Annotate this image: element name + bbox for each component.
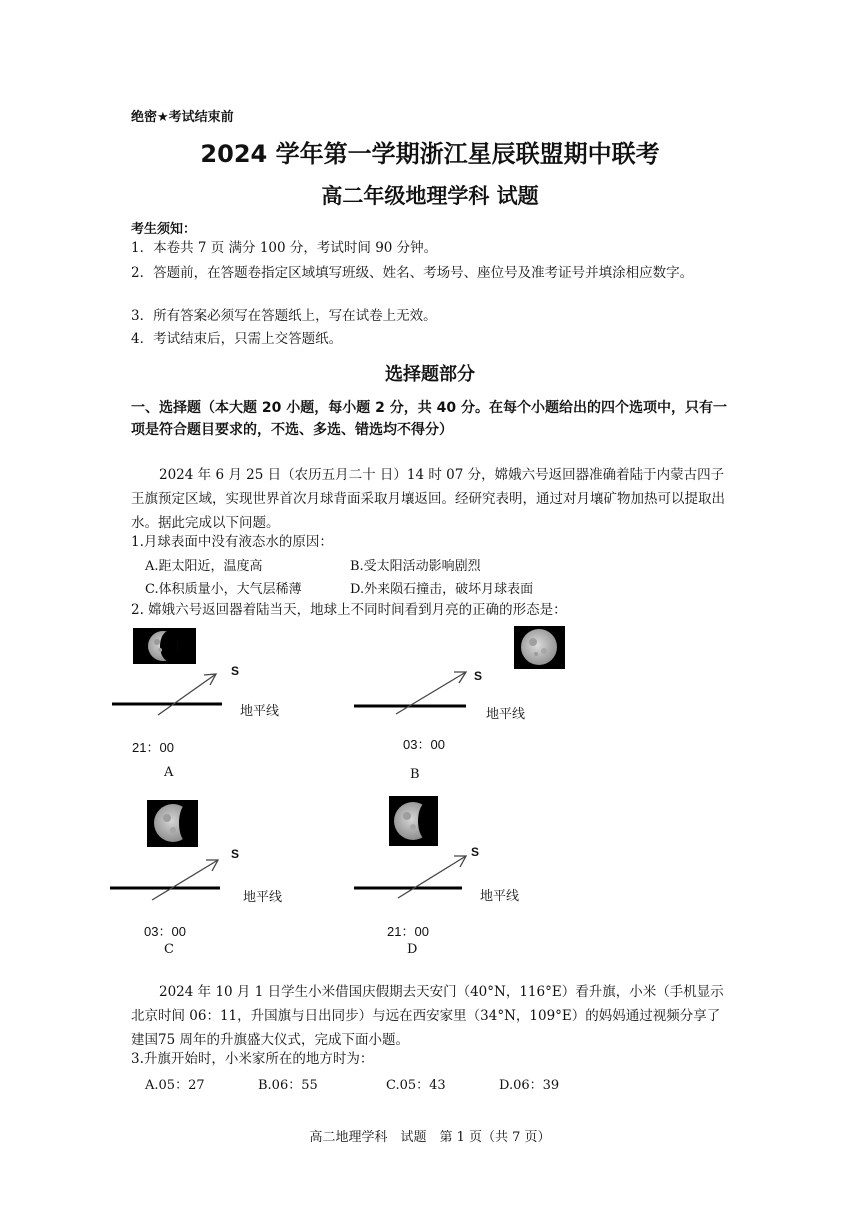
exam-subtitle: 高二年级地理学科 试题	[321, 184, 539, 208]
horizon-label-d: 地平线	[480, 889, 520, 904]
moon-photo-c	[147, 800, 198, 847]
q3-option-d: D.06：39	[499, 1078, 560, 1093]
question-3-stem: 3.升旗开始时，小米家所在的地方时为：	[131, 1051, 374, 1067]
q1-option-c: C.体积质量小，大气层稀薄	[145, 582, 302, 597]
q1-option-b: B.受太阳活动影响剧烈	[350, 559, 481, 574]
confidential-label: 绝密★考试结束前	[131, 110, 234, 125]
time-label-c: 03：00	[144, 924, 186, 939]
figure-letter-c: C	[164, 942, 174, 957]
time-label-a: 21：00	[132, 740, 174, 755]
time-label-d: 21：00	[387, 924, 429, 939]
notice-item: 3．所有答案必须写在答题纸上，写在试卷上无效。	[131, 308, 437, 324]
figure-letter-a: A	[164, 765, 174, 780]
page-footer: 高二地理学科 试题 第 1 页（共 7 页）	[309, 1130, 551, 1145]
horizon-label-a: 地平线	[240, 704, 280, 719]
time-label-b: 03：00	[403, 737, 445, 752]
q3-option-b: B.06：55	[258, 1078, 318, 1093]
notice-heading: 考生须知：	[131, 222, 197, 237]
passage-2: 2024 年 10 月 1 日学生小米借国庆假期去天安门（40°N，116°E）看升旗，小米（手机显示北京时间 06：11，升国旗与日出同步）与远在西安家里（34°N，109°E）的妈妈通过视频分享了建国75 周年的升旗盛大仪式，完成下面小题。	[131, 984, 724, 1048]
horizon-label-b: 地平线	[486, 707, 526, 722]
question-2-stem: 2. 嫦娥六号返回器着陆当天，地球上不同时间看到月亮的正确的形态是：	[131, 602, 567, 618]
notice-item: 1．本卷共 7 页 满分 100 分，考试时间 90 分钟。	[131, 240, 438, 256]
section-instructions: 一、选择题（本大题 20 小题，每小题 2 分，共 40 分。在每个小题给出的四个选项中，只有一项是符合题目要求的，不选、多选、错选均不得分）	[131, 400, 727, 438]
direction-label-c: S	[231, 847, 240, 861]
exam-title: 2024 学年第一学期浙江星辰联盟期中联考	[200, 140, 660, 168]
direction-label-a: S	[231, 664, 240, 678]
q3-option-a: A.05：27	[145, 1078, 205, 1093]
moon-photo-d	[389, 796, 438, 846]
figure-letter-d: D	[407, 942, 418, 957]
figure-b-diagram	[350, 660, 483, 720]
passage-1: 2024 年 6 月 25 日（农历五月二十 日）14 时 07 分，嫦娥六号返回器准确着陆于内蒙古四子王旗预定区域，实现世界首次月球背面采取月壤返回。经研究表明，通过对月壤矿物加热可以提取出水。据此完成以下问题。	[131, 467, 725, 531]
direction-label-d: S	[471, 845, 480, 859]
notice-item: 2．答题前，在答题卷指定区域填写班级、姓名、考场号、座位号及准考证号并填涂相应数字。	[131, 265, 694, 281]
moon-photo-a	[133, 628, 196, 664]
moon-photo-b	[514, 626, 565, 669]
figure-a-diagram	[108, 660, 238, 720]
notice-item: 4．考试结束后，只需上交答题纸。	[131, 331, 343, 347]
q3-option-c: C.05：43	[386, 1078, 446, 1093]
horizon-label-c: 地平线	[243, 890, 283, 905]
figure-d-diagram	[350, 842, 480, 902]
question-1-stem: 1.月球表面中没有液态水的原因：	[131, 534, 333, 550]
q1-option-d: D.外来陨石撞击，破坏月球表面	[350, 582, 534, 597]
direction-label-b: S	[474, 669, 483, 683]
figure-letter-b: B	[410, 767, 420, 782]
section-title: 选择题部分	[385, 364, 475, 385]
q1-option-a: A.距太阳近，温度高	[145, 559, 263, 574]
figure-c-diagram	[106, 846, 236, 906]
